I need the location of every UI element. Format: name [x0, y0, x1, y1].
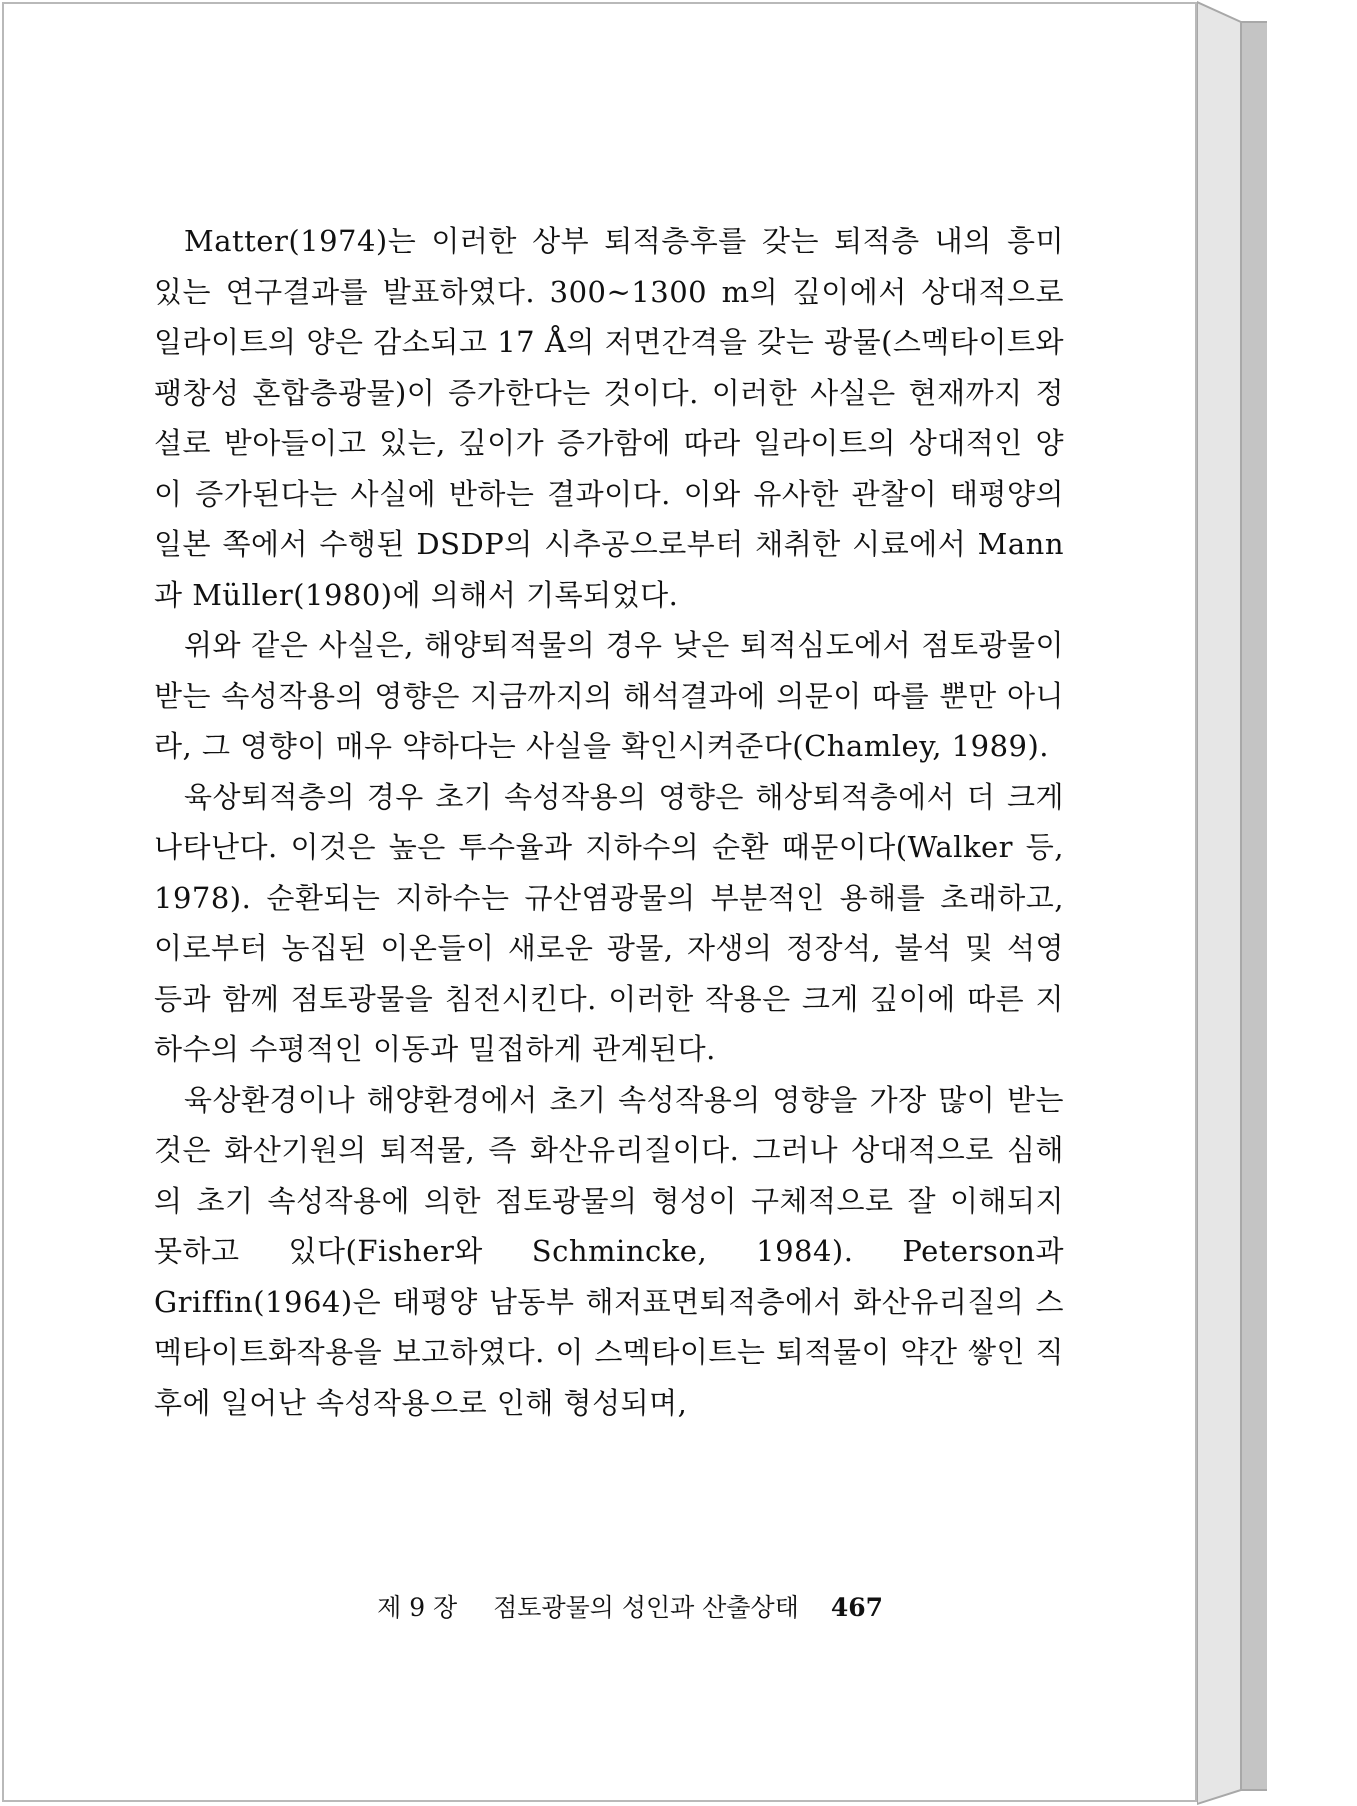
chapter-label: 제 9 장	[377, 1593, 458, 1622]
paragraph-1: Matter(1974)는 이러한 상부 퇴적층후를 갖는 퇴적층 내의 흥미 있는 연구결과를 발표하였다. 300~1300 m의 깊이에서 상대적으로 일라이트의 양은 감소되고 17 Å의 저면간격을 갖는 광물(스멕타이트와 팽창성 혼합층광물)이 증가한다는 것이다. 이러한 사실은 현재까지 정설로 받아들이고 있는, 깊이가 증가함에 따라 일라이트의 상대적인 양이 증가된다는 사실에 반하는 결과이다. 이와 유사한 관찰이 태평양의 일본 쪽에서 수행된 DSDP의 시추공으로부터 채취한 시료에서 Mann과 Müller(1980)에 의해서 기록되었다.	[154, 224, 1064, 612]
chapter-title: 점토광물의 성인과 산출상태	[493, 1593, 799, 1622]
running-footer	[377, 1588, 883, 1624]
book-page	[2, 2, 1197, 1802]
book-page-edge	[1197, 0, 1267, 1806]
page-number: 467	[830, 1593, 883, 1622]
paragraph-4: 육상환경이나 해양환경에서 초기 속성작용의 영향을 가장 많이 받는 것은 화산기원의 퇴적물, 즉 화산유리질이다. 그러나 상대적으로 심해의 초기 속성작용에 의한 점토광물의 형성이 구체적으로 잘 이해되지 못하고 있다(Fisher와 Schmincke, 1984). Peterson과 Griffin(1964)은 태평양 남동부 해저표면퇴적층에서 화산유리질의 스멕타이트화작용을 보고하였다. 이 스멕타이트는 퇴적물이 약간 쌓인 직후에 일어난 속성작용으로 인해 형성되며,	[154, 1082, 1064, 1420]
paragraph-2: 위와 같은 사실은, 해양퇴적물의 경우 낮은 퇴적심도에서 점토광물이 받는 속성작용의 영향은 지금까지의 해석결과에 의문이 따를 뿐만 아니라, 그 영향이 매우 약하다는 사실을 확인시켜준다(Chamley, 1989).	[154, 628, 1064, 763]
paragraph-3: 육상퇴적층의 경우 초기 속성작용의 영향은 해상퇴적층에서 더 크게 나타난다. 이것은 높은 투수율과 지하수의 순환 때문이다(Walker 등, 1978). 순환되는 지하수는 규산염광물의 부분적인 용해를 초래하고, 이로부터 농집된 이온들이 새로운 광물, 자생의 정장석, 불석 및 석영 등과 함께 점토광물을 침전시킨다. 이러한 작용은 크게 깊이에 따른 지하수의 수평적인 이동과 밀접하게 관계된다.	[154, 779, 1064, 1066]
body-text	[154, 216, 1064, 1428]
